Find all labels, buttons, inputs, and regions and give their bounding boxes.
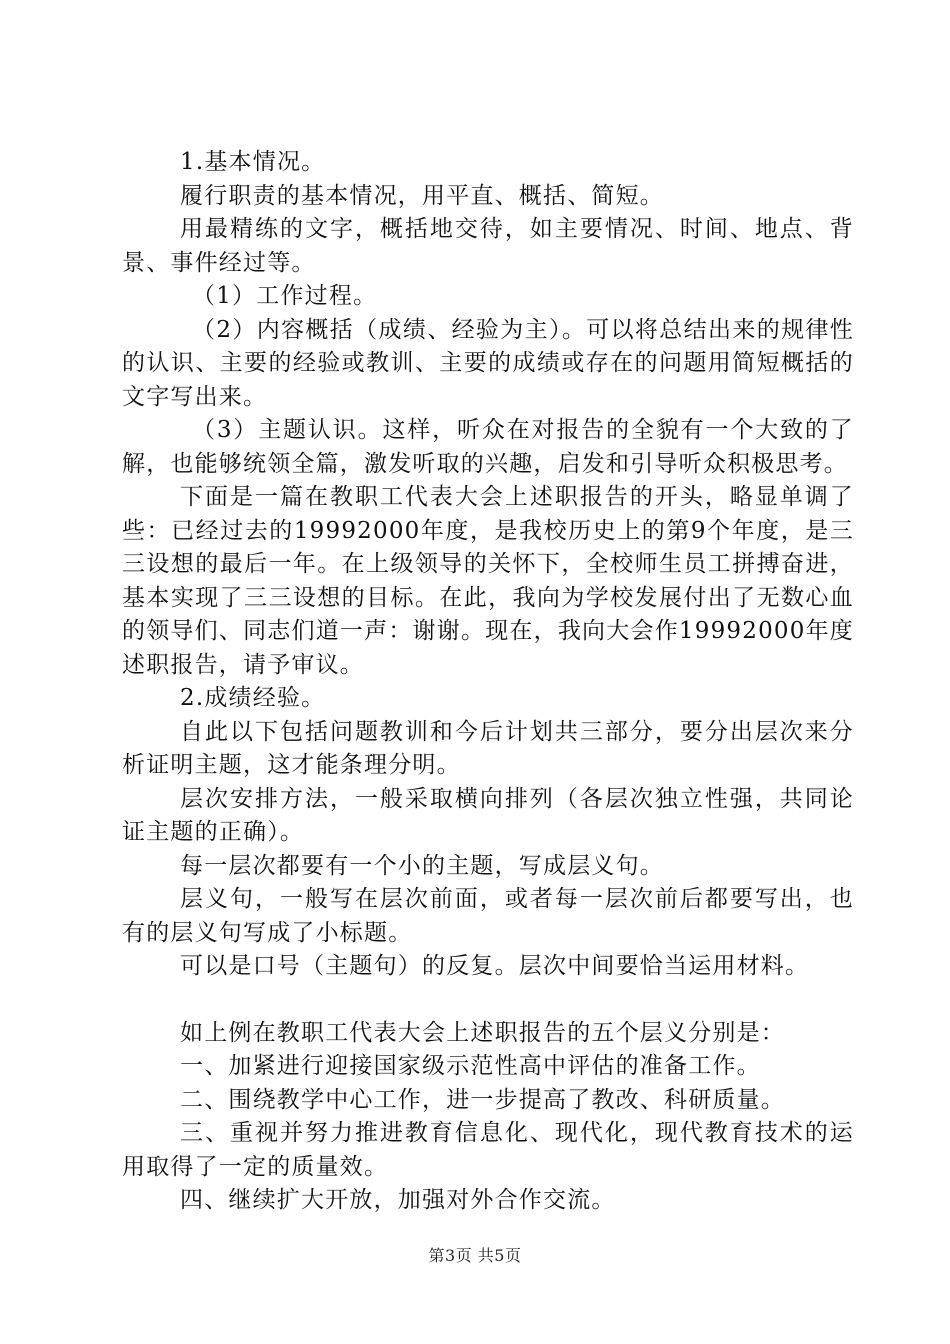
page-number-footer: 第3页 共5页 bbox=[428, 1246, 522, 1265]
paragraph: 每一层次都要有一个小的主题，写成层义句。 bbox=[180, 852, 664, 879]
list-item: 三、重视并努力推进教育信息化、现代化，现代教育技术的运用取得了一定的质量效。 bbox=[122, 1120, 854, 1180]
paragraph-item-1: （1）工作过程。 bbox=[192, 283, 378, 309]
paragraph-item-2: （2）内容概括（成绩、经验为主）。可以将总结出来的规律性的认识、主要的经验或教训、主要的成绩或存在的问题用简短概括的文字写出来。 bbox=[122, 316, 854, 410]
list-item: 四、继续扩大开放，加强对外合作交流。 bbox=[180, 1187, 616, 1213]
paragraph: 用最精练的文字，概括地交待，如主要情况、时间、地点、背景、事件经过等。 bbox=[122, 216, 854, 276]
list-item: 一、加紧进行迎接国家级示范性高中评估的准备工作。 bbox=[180, 1053, 761, 1079]
paragraph: 层次安排方法，一般采取横向排列（各层次独立性强，共同论证主题的正确）。 bbox=[122, 785, 854, 845]
paragraph: 自此以下包括问题教训和今后计划共三部分，要分出层次来分析证明主题，这才能条理分明。 bbox=[122, 718, 854, 778]
paragraph: 如上例在教职工代表大会上述职报告的五个层义分别是： bbox=[180, 1019, 785, 1046]
list-item: 二、围绕教学中心工作，进一步提高了教改、科研质量。 bbox=[180, 1086, 785, 1113]
paragraph-item-3: （3）主题认识。这样，听众在对报告的全貌有一个大致的了解，也能够统领全篇，激发听取的兴趣，启发和引导听众积极思考。 bbox=[122, 417, 854, 477]
paragraph-example-opening: 下面是一篇在教职工代表大会上述职报告的开头，略显单调了些：已经过去的19992000年度，是我校历史上的第9个年度，是三三设想的最后一年。在上级领导的关怀下，全校师生员工拼搏奋进，基本实现了三三设想的目标。在此，我向为学校发展付出了无数心血的领导们、同志们道一声：谢谢。现在，我向大会作19992000年度述职报告，请予审议。 bbox=[122, 484, 854, 678]
paragraph-achievements-heading: 2.成绩经验。 bbox=[180, 685, 326, 711]
body-text bbox=[122, 146, 854, 1218]
blank-line bbox=[122, 984, 854, 1017]
paragraph: 履行职责的基本情况，用平直、概括、简短。 bbox=[180, 182, 664, 209]
paragraph: 可以是口号（主题句）的反复。层次中间要恰当运用材料。 bbox=[180, 953, 810, 979]
paragraph: 层义句，一般写在层次前面，或者每一层次前后都要写出，也有的层义句写成了小标题。 bbox=[122, 886, 854, 946]
paragraph-basic-situation-heading: 1.基本情况。 bbox=[180, 149, 326, 175]
